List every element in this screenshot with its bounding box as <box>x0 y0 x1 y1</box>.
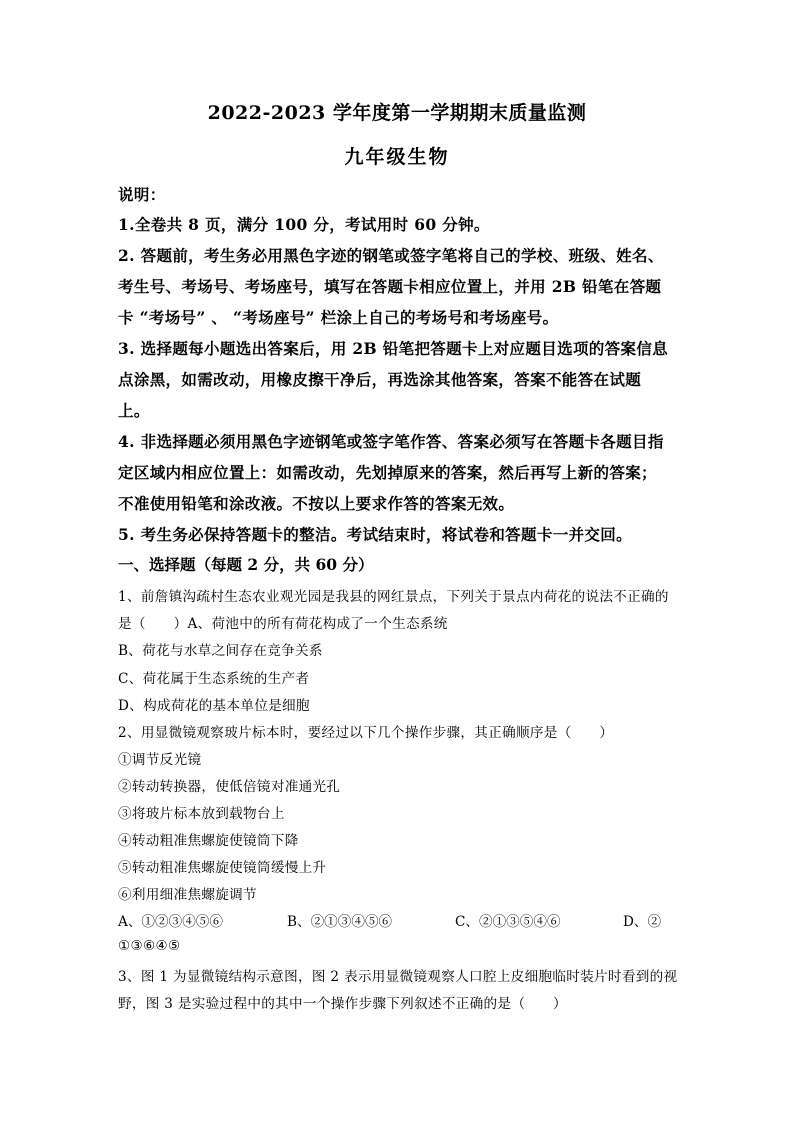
instruction-line: 1.全卷共 8 页，满分 100 分，考试用时 60 分钟。 <box>118 215 490 234</box>
instructions-heading: 说明： <box>118 185 166 204</box>
option-line: B、荷花与水草之间存在竞争关系 <box>118 643 323 659</box>
question-line: 3、图 1 为显微镜结构示意图，图 2 表示用显微镜观察人口腔上皮细胞临时装片时看到的视 <box>118 969 678 985</box>
answer-options <box>0 910 794 932</box>
instruction-line: 4. 非选择题必须用黑色字迹钢笔或签字笔作答、答案必须写在答题卡各题目指 <box>118 432 664 451</box>
step-line: ①调节反光镜 <box>118 752 202 768</box>
option-a: A、①②③④⑤⑥ <box>118 914 223 930</box>
instruction-line: 点涂黑，如需改动，用橡皮擦干净后，再选涂其他答案，答案不能答在试题 <box>118 370 642 389</box>
option-line: C、荷花属于生态系统的生产者 <box>118 671 310 687</box>
instruction-line: 2. 答题前，考生务必用黑色字迹的钢笔或签字笔将自己的学校、班级、姓名、 <box>118 246 664 265</box>
step-line: ②转动转换器，使低倍镜对准通光孔 <box>118 779 341 795</box>
instruction-line: 考生号、考场号、考场座号，填写在答题卡相应位置上，并用 2B 铅笔在答题 <box>118 277 662 296</box>
question-line: 是（ ）A、荷池中的所有荷花构成了一个生态系统 <box>118 616 448 632</box>
question-line: 2、用显微镜观察玻片标本时，要经过以下几个操作步骤，其正确顺序是（ ） <box>118 725 614 741</box>
instruction-line: 不准使用铅笔和涂改液。不按以上要求作答的答案无效。 <box>118 494 515 513</box>
step-line: ⑤转动粗准焦螺旋使镜筒缓慢上升 <box>118 860 327 876</box>
step-line: ⑥利用细准焦螺旋调节 <box>118 887 257 903</box>
instruction-line: 3. 选择题每小题选出答案后，用 2B 铅笔把答题卡上对应题目选项的答案信息 <box>118 339 669 358</box>
exam-title: 2022-2023 学年度第一学期期末质量监测 <box>207 102 587 124</box>
question-line: 野，图 3 是实验过程中的其中一个操作步骤下列叙述不正确的是（ ） <box>118 996 567 1012</box>
option-c: C、②①③⑤④⑥ <box>455 914 561 930</box>
exam-subtitle: 九年级生物 <box>344 146 450 168</box>
instruction-line: 上。 <box>118 401 150 420</box>
instruction-line: 卡 “考场号” 、 “考场座号” 栏涂上自己的考场号和考场座号。 <box>118 308 559 327</box>
option-d: D、② <box>623 914 662 930</box>
option-d-continued: ①③⑥④⑤ <box>118 938 181 954</box>
section-heading: 一、选择题（每题 2 分，共 60 分） <box>118 555 374 574</box>
step-line: ③将玻片标本放到载物台上 <box>118 806 285 822</box>
step-line: ④转动粗准焦螺旋使镜筒下降 <box>118 833 299 849</box>
question-line: 1、前詹镇沟疏村生态农业观光园是我县的网红景点，下列关于景点内荷花的说法不正确的 <box>118 589 669 605</box>
instruction-line: 5. 考生务必保持答题卡的整洁。考试结束时，将试卷和答题卡一并交回。 <box>118 525 632 544</box>
option-b: B、②①③④⑤⑥ <box>287 914 393 930</box>
option-line: D、构成荷花的基本单位是细胞 <box>118 698 310 714</box>
instruction-line: 定区域内相应位置上：如需改动，先划掉原来的答案，然后再写上新的答案； <box>118 463 657 482</box>
